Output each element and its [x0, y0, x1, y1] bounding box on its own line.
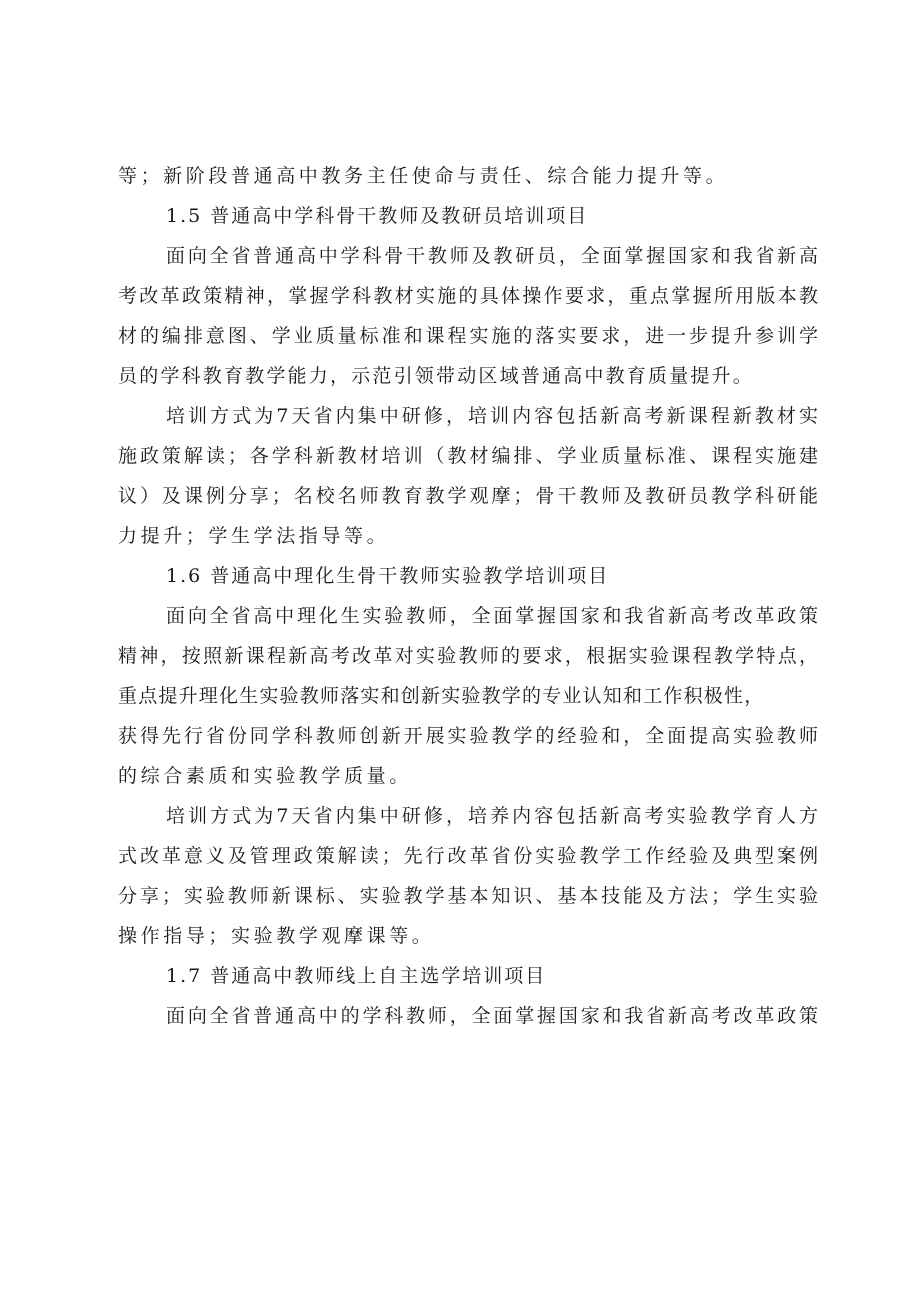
section-heading-1-5: 1.5 普通高中学科骨干教师及教研员培训项目 — [166, 205, 589, 227]
text-line: 式改革意义及管理政策解读；先行改革省份实验教学工作经验及典型案例 — [118, 845, 818, 867]
text-line: 培训方式为7天省内集中研修，培养内容包括新高考实验教学育人方 — [166, 805, 818, 827]
section-heading-1-6: 1.6 普通高中理化生骨干教师实验教学培训项目 — [166, 565, 610, 587]
text-line: 材的编排意图、学业质量标准和课程实施的落实要求，进一步提升参训学 — [118, 325, 818, 347]
text-line: 力提升；学生学法指导等。 — [118, 525, 390, 547]
text-line: 考改革政策精神，掌握学科教材实施的具体操作要求，重点掌握所用版本教 — [118, 285, 818, 307]
text-line: 面向全省普通高中的学科教师，全面掌握国家和我省新高考改革政策 — [166, 1005, 818, 1027]
text-line: 的综合素质和实验教学质量。 — [118, 765, 412, 787]
section-heading-1-7: 1.7 普通高中教师线上自主选学培训项目 — [166, 965, 547, 987]
text-line: 分享；实验教师新课标、实验教学基本知识、基本技能及方法；学生实验 — [118, 885, 818, 907]
document-body — [118, 156, 818, 1036]
text-line: 操作指导；实验教学观摩课等。 — [118, 925, 435, 947]
text-line: 精神，按照新课程新高考改革对实验教师的要求，根据实验课程教学特点， — [118, 645, 818, 667]
text-line: 培训方式为7天省内集中研修，培训内容包括新高考新课程新教材实 — [166, 405, 818, 427]
text-line: 等；新阶段普通高中教务主任使命与责任、综合能力提升等。 — [118, 165, 729, 187]
text-line: 议）及课例分享；名校名师教育教学观摩；骨干教师及教研员教学科研能 — [118, 485, 818, 507]
text-line: 施政策解读；各学科新教材培训（教材编排、学业质量标准、课程实施建 — [118, 445, 818, 467]
text-line: 面向全省普通高中学科骨干教师及教研员，全面掌握国家和我省新高 — [166, 245, 818, 267]
text-line: 面向全省高中理化生实验教师，全面掌握国家和我省新高考改革政策 — [166, 605, 818, 627]
text-line: 员的学科教育教学能力，示范引领带动区域普通高中教育质量提升。 — [118, 365, 755, 387]
text-line: 重点提升理化生实验教师落实和创新实验教学的专业认知和工作积极性， — [118, 685, 765, 707]
text-line: 获得先行省份同学科教师创新开展实验教学的经验和，全面提高实验教师 — [118, 725, 818, 747]
